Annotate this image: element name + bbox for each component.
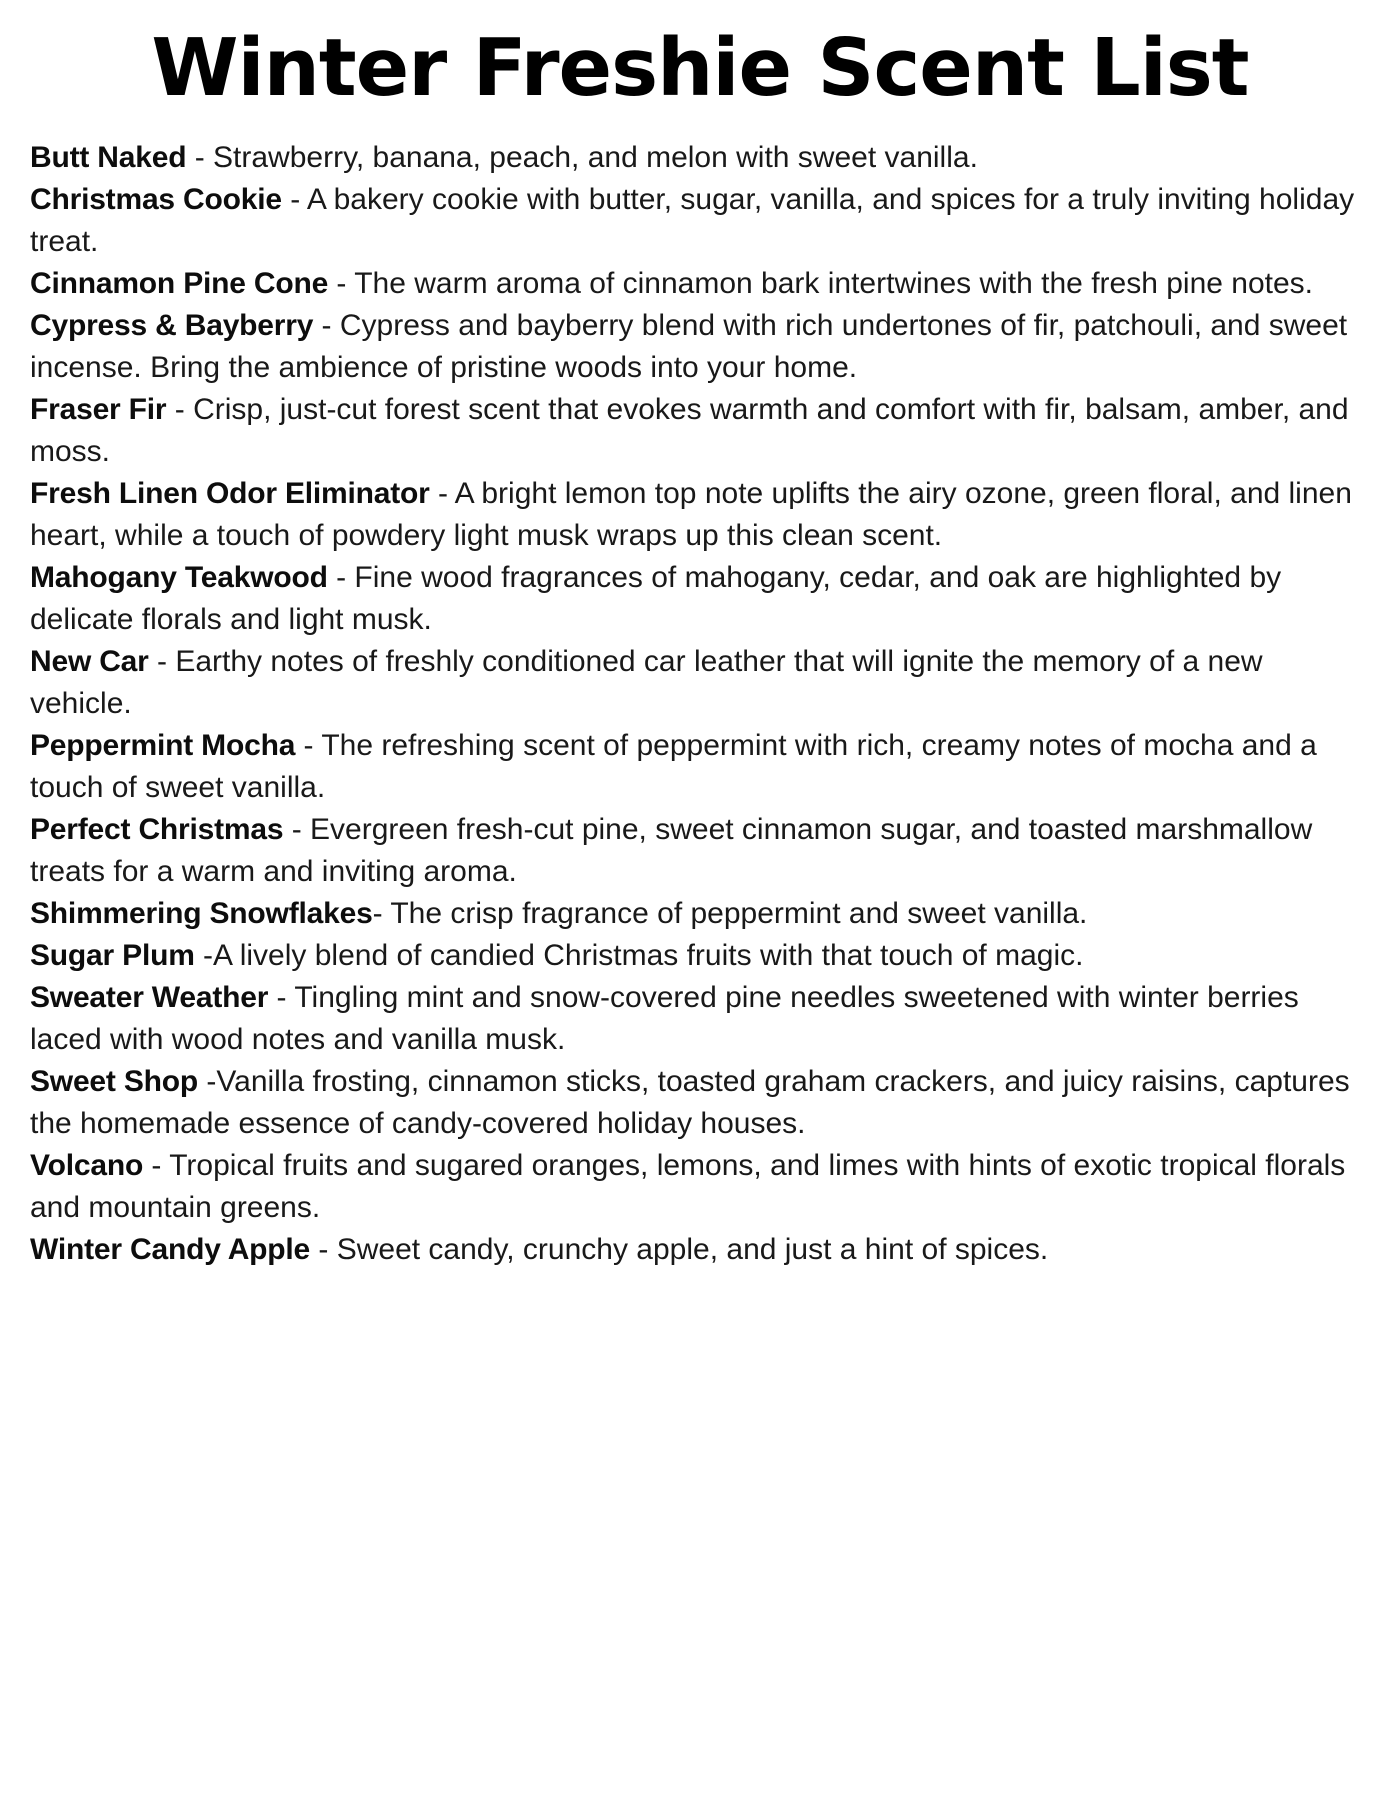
scent-name: Sweater Weather [30,981,269,1015]
scent-name: Perfect Christmas [30,813,284,847]
scent-description: The crisp fragrance of peppermint and sweet vanilla. [390,897,1088,931]
scent-entry-new-car [30,641,1370,725]
scent-entry-fraser-fir [30,389,1370,473]
scent-separator: - [310,1233,337,1267]
scent-entry-winter-candy-apple [30,1229,1370,1271]
scent-name: New Car [30,645,149,679]
scent-separator: - [194,939,214,973]
scent-entry-sugar-plum [30,935,1370,977]
scent-name: Peppermint Mocha [30,729,296,763]
scent-separator: - [143,1149,170,1183]
scent-separator: - [372,897,391,931]
scent-separator: - [283,813,311,847]
scent-name: Sugar Plum [30,939,195,973]
scent-entry-shimmering-snowflakes [30,893,1370,935]
scent-description: Earthy notes of freshly conditioned car leather that will ignite the memory of a new vehicle. [30,645,1263,721]
scent-entry-peppermint-mocha [30,725,1370,809]
scent-name: Shimmering Snowflakes [30,897,373,931]
scent-description: Strawberry, banana, peach, and melon with sweet vanilla. [213,141,978,175]
scent-separator: - [166,393,194,427]
scent-description: A bright lemon top note uplifts the airy ozone, green floral, and linen heart, while a touch of powdery light musk wraps up this clean scent. [30,477,1352,553]
scent-list [30,137,1370,1271]
scent-entry-sweet-shop [30,1061,1370,1145]
scent-entry-sweater-weather [30,977,1370,1061]
scent-entry-christmas-cookie [30,179,1370,263]
scent-name: Sweet Shop [30,1065,199,1099]
scent-description: Tropical fruits and sugared oranges, lemons, and limes with hints of exotic tropical florals and mountain greens. [30,1149,1346,1225]
scent-entry-cypress-bayberry [30,305,1370,389]
scent-name: Winter Candy Apple [30,1233,311,1267]
scent-entry-perfect-christmas [30,809,1370,893]
scent-entry-cinnamon-pine-cone [30,263,1370,305]
scent-name: Mahogany Teakwood [30,561,328,595]
scent-name: Cypress & Bayberry [30,309,314,343]
scent-name: Fraser Fir [30,393,167,427]
scent-separator: - [313,309,340,343]
scent-name: Cinnamon Pine Cone [30,267,329,301]
scent-description: Cypress and bayberry blend with rich undertones of fir, patchouli, and sweet incense. Bring the ambience of pristine woods into your home. [30,309,1348,385]
scent-description: Evergreen fresh-cut pine, sweet cinnamon sugar, and toasted marshmallow treats for a warm and inviting aroma. [30,813,1313,889]
scent-name: Christmas Cookie [30,183,282,217]
scent-description: A bakery cookie with butter, sugar, vanilla, and spices for a truly inviting holiday treat. [30,183,1355,259]
scent-separator: - [327,561,355,595]
scent-description: Crisp, just-cut forest scent that evokes warmth and comfort with fir, balsam, amber, and moss. [30,393,1349,469]
scent-description: The warm aroma of cinnamon bark intertwines with the fresh pine notes. [354,267,1314,301]
scent-separator: - [328,267,355,301]
scent-description: Fine wood fragrances of mahogany, cedar, and oak are highlighted by delicate florals and light musk. [30,561,1282,637]
scent-name: Butt Naked [30,141,187,175]
scent-separator: - [429,477,455,511]
scent-separator: - [295,729,322,763]
scent-description: Vanilla frosting, cinnamon sticks, toasted graham crackers, and juicy raisins, captures the homemade essence of candy-covered holiday houses. [30,1065,1350,1141]
scent-description: Sweet candy, crunchy apple, and just a hint of spices. [336,1233,1049,1267]
scent-separator: - [268,981,295,1015]
scent-description: Tingling mint and snow-covered pine needles sweetened with winter berries laced with wood notes and vanilla musk. [30,981,1299,1057]
scent-separator: - [281,183,307,217]
scent-entry-fresh-linen-odor-eliminator [30,473,1370,557]
scent-separator: - [148,645,176,679]
page-title: Winter Freshie Scent List [151,22,1249,114]
scent-entry-volcano [30,1145,1370,1229]
scent-separator: - [186,141,214,175]
scent-name: Volcano [30,1149,144,1183]
scent-separator: - [198,1065,217,1099]
scent-name: Fresh Linen Odor Eliminator [30,477,430,511]
scent-entry-butt-naked [30,137,1370,179]
scent-description: A lively blend of candied Christmas fruits with that touch of magic. [213,939,1084,973]
scent-description: The refreshing scent of peppermint with rich, creamy notes of mocha and a touch of sweet vanilla. [30,729,1317,805]
scent-entry-mahogany-teakwood [30,557,1370,641]
